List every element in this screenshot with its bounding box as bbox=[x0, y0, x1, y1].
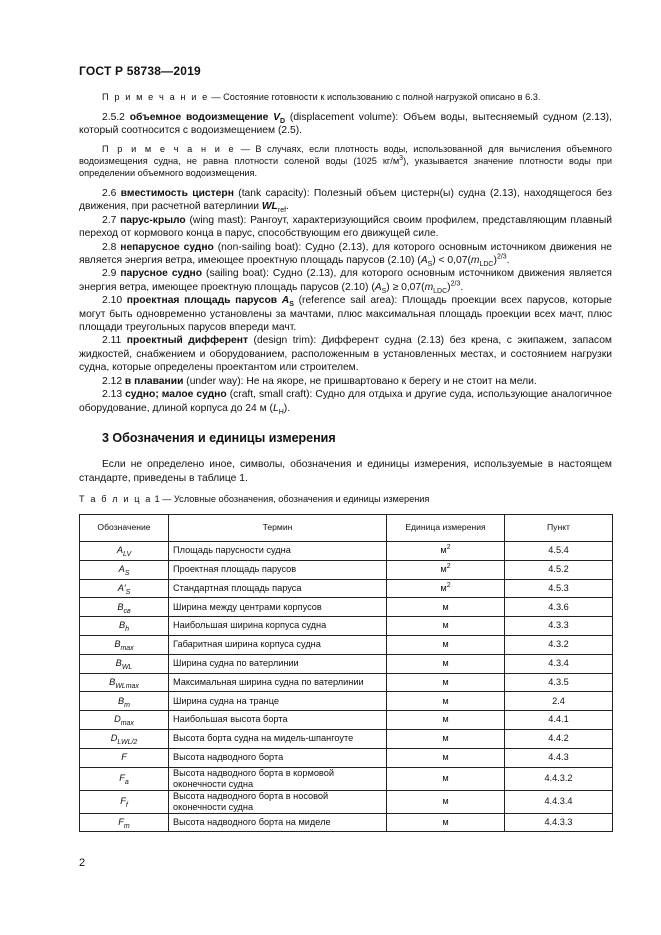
table-row bbox=[80, 542, 613, 561]
cell-symbol: $F_f$ bbox=[80, 790, 169, 813]
cell-clause: 4.3.2 bbox=[505, 635, 613, 654]
cell-clause: 4.4.1 bbox=[505, 711, 613, 730]
cell-clause: 4.5.4 bbox=[505, 542, 613, 561]
cell-term: Высота надводного борта на миделе bbox=[169, 813, 387, 832]
cell-clause: 4.3.4 bbox=[505, 654, 613, 673]
cell-term: Площадь парусности судна bbox=[169, 542, 387, 561]
section-3-title: 3 Обозначения и единицы измерения bbox=[102, 431, 336, 445]
cell-unit: м bbox=[387, 813, 505, 832]
cell-symbol: $F_a$ bbox=[80, 767, 169, 790]
cell-symbol: $B_{WLmax}$ bbox=[80, 673, 169, 692]
cell-clause: 4.3.3 bbox=[505, 617, 613, 636]
table-row bbox=[80, 560, 613, 579]
clause-2-12: 2.12 в плавании (under way): Не на якоре, не пришвартовано к берегу и не стоит на мели. bbox=[102, 375, 537, 387]
cell-clause: 4.4.3 bbox=[505, 748, 613, 767]
table-row bbox=[80, 654, 613, 673]
cell-unit: м bbox=[387, 729, 505, 748]
cell-symbol: $A_{LV}$ bbox=[80, 542, 169, 561]
cell-clause: 4.4.3.4 bbox=[505, 790, 613, 813]
clause-2-10: 2.10 проектная площадь парусов $A_S$ (reference sail area): Площадь проекции всех парусов, которые могут быть одновременно установлены за мачтами, плюс максимальная площадь проекции всех мачт, плюс площади треугольных парусов впереди мачт. bbox=[79, 295, 612, 334]
table-row bbox=[80, 635, 613, 654]
section-3 bbox=[79, 432, 612, 485]
cell-clause: 4.5.2 bbox=[505, 560, 613, 579]
cell-unit: м bbox=[387, 635, 505, 654]
cell-unit: м bbox=[387, 673, 505, 692]
cell-clause: 2.4 bbox=[505, 692, 613, 711]
cell-unit: м bbox=[387, 617, 505, 636]
table-row bbox=[80, 692, 613, 711]
cell-unit: м bbox=[387, 748, 505, 767]
cell-symbol: $B_{cв}$ bbox=[80, 598, 169, 617]
cell-unit: м bbox=[387, 598, 505, 617]
cell-term: Проектная площадь парусов bbox=[169, 560, 387, 579]
cell-term: Высота надводного борта в кормовой оконечности судна bbox=[169, 767, 387, 790]
table-row bbox=[80, 748, 613, 767]
cell-term: Ширина судна по ватерлинии bbox=[169, 654, 387, 673]
table-header-row bbox=[80, 515, 613, 542]
cell-term: Высота надводного борта в носовой оконечности судна bbox=[169, 790, 387, 813]
page-number: 2 bbox=[79, 857, 86, 869]
cell-symbol: $B_т$ bbox=[80, 692, 169, 711]
clause-2-11: 2.11 проектный дифферент (design trim): Дифферент судна (2.13) без крена, с экипажем, запасом жидкостей, снабжением и оборудованием, расположенным в установленных местах, и состоянием нагрузки судна, которые определены проектантом или строителем. bbox=[79, 335, 612, 374]
document-header: ГОСТ Р 58738—2019 bbox=[79, 64, 201, 78]
cell-clause: 4.3.5 bbox=[505, 673, 613, 692]
cell-term: Наибольшая ширина корпуса судна bbox=[169, 617, 387, 636]
cell-unit: м bbox=[387, 711, 505, 730]
cell-symbol: $A'_S$ bbox=[80, 579, 169, 598]
cell-unit: $м^2$ bbox=[387, 560, 505, 579]
cell-unit: $м^2$ bbox=[387, 579, 505, 598]
note-readiness: П р и м е ч а н и е — Состояние готовности к использованию с полной нагрузкой описано в 6.3. bbox=[102, 92, 541, 102]
cell-symbol: $D_{max}$ bbox=[80, 711, 169, 730]
cell-term: Габаритная ширина корпуса судна bbox=[169, 635, 387, 654]
table-row bbox=[80, 711, 613, 730]
clause-2-9: 2.9 парусное судно (sailing boat): Судно (2.13), для которого основным источником движения является энергия ветра, имеющее проектную площадь парусов (2.10) $(A_S) \ge 0,07(m_{LDC})^{2/3}$. bbox=[79, 268, 612, 295]
cell-term: Стандартная площадь паруса bbox=[169, 579, 387, 598]
cell-term: Высота надводного борта bbox=[169, 748, 387, 767]
cell-symbol: F bbox=[80, 748, 169, 767]
header-term: Термин bbox=[169, 515, 387, 542]
note-density: П р и м е ч а н и е — В случаях, если плотность воды, использованной для вычисления объемного водоизмещения судна, не равна плотности соленой воды (1025 $кг/м^3$), указывается значение плотности воды при определении объемного водоизмещения. bbox=[79, 144, 613, 179]
table-row bbox=[80, 617, 613, 636]
cell-symbol: $B_h$ bbox=[80, 617, 169, 636]
table-row bbox=[80, 767, 613, 790]
cell-term: Ширина между центрами корпусов bbox=[169, 598, 387, 617]
cell-clause: 4.5.3 bbox=[505, 579, 613, 598]
cell-clause: 4.4.3.3 bbox=[505, 813, 613, 832]
cell-clause: 4.4.3.2 bbox=[505, 767, 613, 790]
header-unit: Единица измерения bbox=[387, 515, 505, 542]
table-row bbox=[80, 813, 613, 832]
table-caption: Т а б л и ц а 1 — Условные обозначения, обозначения и единицы измерения bbox=[79, 494, 430, 504]
clause-2-5-2: 2.5.2 объемное водоизмещение $V_D$ (displacement volume): Объем воды, вытесняемый судном (2.13), который соотносится с водоизмещением (2.5). bbox=[79, 112, 612, 137]
cell-term: Наибольшая высота борта bbox=[169, 711, 387, 730]
clauses-2-6-to-2-13 bbox=[79, 187, 612, 415]
cell-term: Высота борта судна на мидель-шпангоуте bbox=[169, 729, 387, 748]
cell-symbol: $B_{max}$ bbox=[80, 635, 169, 654]
header-clause: Пункт bbox=[505, 515, 613, 542]
table-body bbox=[80, 542, 613, 832]
symbols-table bbox=[79, 514, 613, 832]
cell-unit: м bbox=[387, 692, 505, 711]
cell-symbol: $A_S$ bbox=[80, 560, 169, 579]
cell-unit: м bbox=[387, 654, 505, 673]
clause-2-8: 2.8 непарусное судно (non-sailing boat): Судно (2.13), для которого основным источником движения не является энергия ветра, имеющее проектную площадь парусов (2.10) $(A_S) < 0,07(m_{LDC})^{2/3}$. bbox=[79, 241, 612, 269]
cell-unit: м bbox=[387, 767, 505, 790]
symbols-table-wrapper bbox=[79, 514, 612, 832]
cell-clause: 4.4.2 bbox=[505, 729, 613, 748]
cell-symbol: $F_m$ bbox=[80, 813, 169, 832]
cell-term: Максимальная ширина судна по ватерлинии bbox=[169, 673, 387, 692]
table-row bbox=[80, 598, 613, 617]
cell-clause: 4.3.6 bbox=[505, 598, 613, 617]
clause-2-13: 2.13 судно; малое судно (craft, small craft): Судно для отдыха и другие суда, использующие аналогичное оборудование, длиной корпуса до 24 м $(L_H)$. bbox=[79, 389, 612, 416]
table-row bbox=[80, 729, 613, 748]
table-row bbox=[80, 579, 613, 598]
section-3-intro: Если не определено иное, символы, обозначения и единицы измерения, используемые в настоящем стандарте, приведены в таблице 1. bbox=[79, 459, 612, 484]
cell-symbol: $B_{WL}$ bbox=[80, 654, 169, 673]
cell-symbol: $D_{LWL/2}$ bbox=[80, 729, 169, 748]
cell-unit: $м^2$ bbox=[387, 542, 505, 561]
table-row bbox=[80, 790, 613, 813]
clause-2-6: 2.6 вместимость цистерн (tank capacity): Полезный объем цистерн(ы) судна (2.13), находящегося без движения, при расчетной ватерлинии $WL_{ref}$. bbox=[79, 188, 612, 215]
cell-unit: м bbox=[387, 790, 505, 813]
cell-term: Ширина судна на транце bbox=[169, 692, 387, 711]
header-symbol: Обозначение bbox=[80, 515, 169, 542]
clause-2-7: 2.7 парус-крыло (wing mast): Рангоут, характеризующийся своим профилем, представляющим плавный переход от кормового конца в парус, способствующим его движущей силе. bbox=[79, 214, 612, 240]
table-row bbox=[80, 673, 613, 692]
